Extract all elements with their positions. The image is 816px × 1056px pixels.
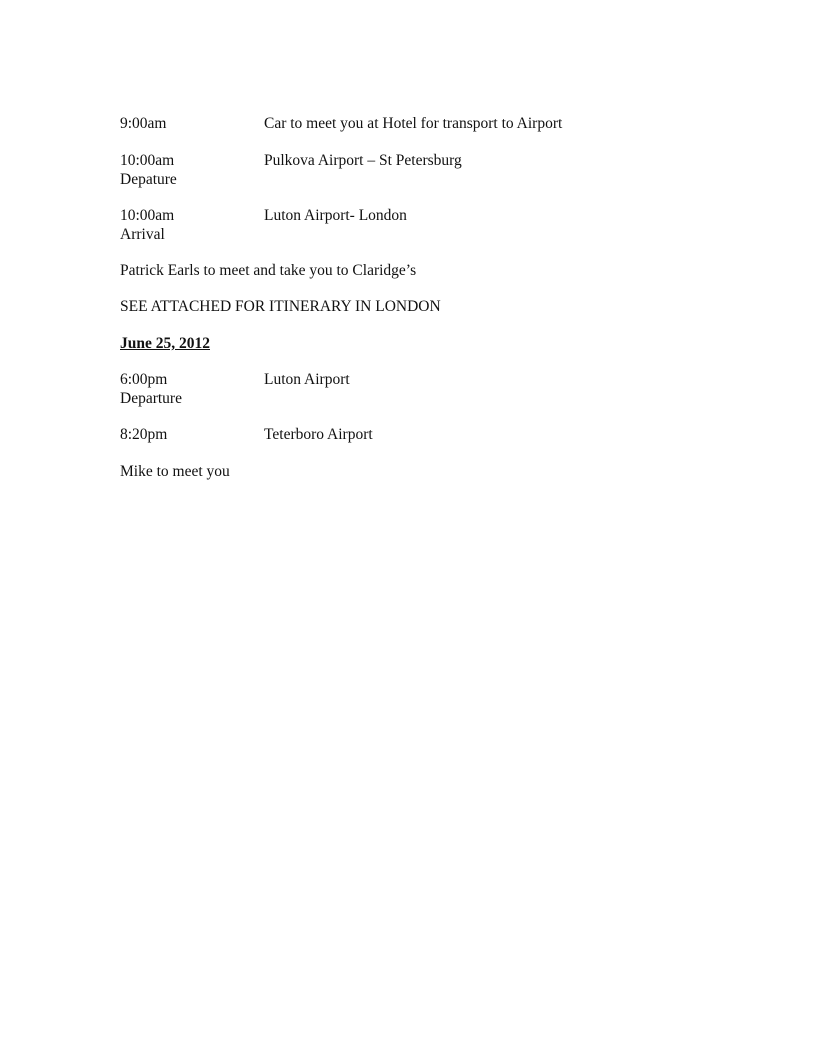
schedule-time [120, 425, 264, 444]
schedule-row [120, 151, 720, 189]
schedule-time [120, 370, 264, 408]
time-label: 6:00pm [120, 371, 168, 388]
schedule-row [120, 425, 720, 444]
schedule-time [120, 206, 264, 244]
schedule-row [120, 114, 720, 133]
time-label: 10:00am [120, 207, 175, 224]
time-label: 10:00am [120, 152, 175, 169]
schedule-description: Luton Airport- London [264, 207, 407, 224]
closing-note: Mike to meet you [120, 463, 230, 480]
schedule-row [120, 370, 720, 408]
schedule-description: Pulkova Airport – St Petersburg [264, 152, 462, 169]
schedule-row [120, 206, 720, 244]
time-label: 9:00am [120, 115, 167, 132]
time-sub-label: Departure [120, 390, 182, 407]
time-sub-label: Depature [120, 171, 177, 188]
schedule-description: Luton Airport [264, 371, 350, 388]
schedule-description: Teterboro Airport [264, 426, 373, 443]
schedule-description: Car to meet you at Hotel for transport to Airport [264, 115, 563, 132]
schedule-time [120, 114, 264, 133]
date-heading: June 25, 2012 [120, 335, 210, 352]
time-sub-label: Arrival [120, 226, 165, 243]
note-paragraph: SEE ATTACHED FOR ITINERARY IN LONDON [120, 298, 441, 315]
note-paragraph: Patrick Earls to meet and take you to Claridge’s [120, 262, 417, 279]
document-page [120, 114, 720, 481]
schedule-time [120, 151, 264, 189]
time-label: 8:20pm [120, 426, 168, 443]
